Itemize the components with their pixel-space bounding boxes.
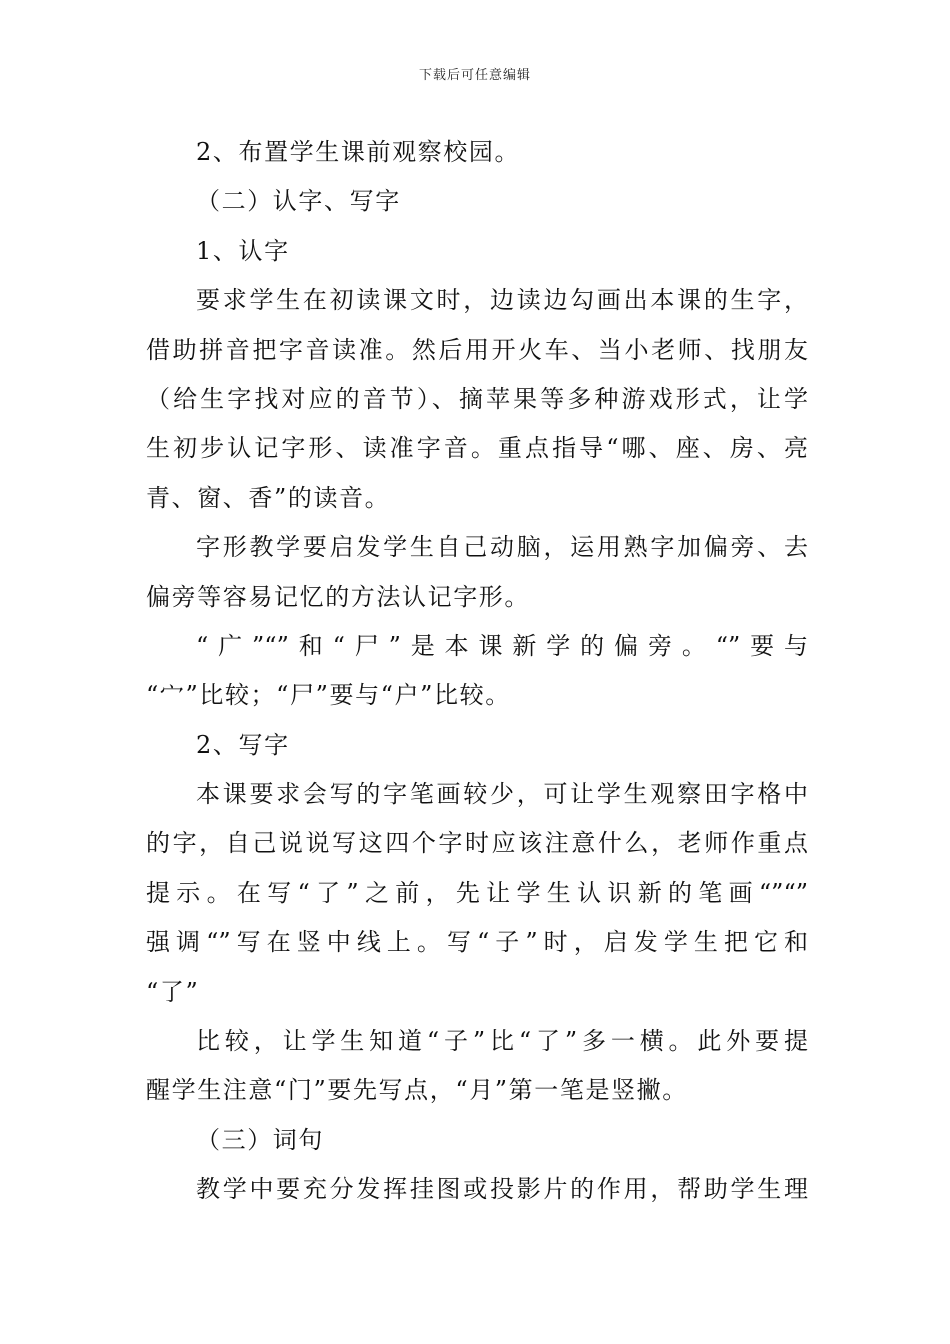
section-heading: （二）认字、写字 bbox=[196, 187, 401, 216]
paragraph-line: 教学中要充分发挥挂图或投影片的作用，帮助学生理 bbox=[196, 1175, 808, 1204]
paragraph-line: 2、布置学生课前观察校园。 bbox=[196, 138, 521, 166]
paragraph-line: 偏旁等容易记忆的方法认记字形。 bbox=[146, 582, 530, 611]
paragraph-line: 借助拼音把字音读准。然后用开火车、当小老师、找朋友 bbox=[146, 335, 808, 364]
paragraph-line: 本课要求会写的字笔画较少，可让学生观察田字格中 bbox=[196, 780, 808, 809]
paragraph-line: 要求学生在初读课文时，边读边勾画出本课的生字， bbox=[196, 286, 808, 315]
subsection-heading: 2、写字 bbox=[196, 730, 290, 759]
paragraph-line: 字形教学要启发学生自己动脑，运用熟字加偏旁、去 bbox=[196, 533, 808, 562]
paragraph-line: “广”“”和“尸”是本课新学的偏旁。“”要与 bbox=[196, 631, 808, 660]
paragraph-line: 比较，让学生知道“子”比“了”多一横。此外要提 bbox=[196, 1027, 808, 1056]
paragraph-line: “了” bbox=[146, 977, 200, 1006]
paragraph-line: 醒学生注意“门”要先写点，“月”第一笔是竖撇。 bbox=[146, 1076, 688, 1105]
paragraph-line: 生初步认记字形、读准字音。重点指导“哪、座、房、亮 bbox=[146, 434, 808, 463]
paragraph-line: “宀”比较；“尸”要与“户”比较。 bbox=[146, 681, 511, 710]
section-heading: （三）词句 bbox=[196, 1125, 324, 1154]
paragraph-line: 提示。在写“了”之前，先让学生认识新的笔画“”“” bbox=[146, 878, 808, 907]
subsection-heading: 1、认字 bbox=[196, 236, 290, 265]
page-header: 下载后可任意编辑 bbox=[418, 68, 531, 83]
document-body bbox=[146, 128, 808, 1215]
paragraph-line: 的字，自己说说写这四个字时应该注意什么，老师作重点 bbox=[146, 829, 808, 858]
paragraph-line: （给生字找对应的音节）、摘苹果等多种游戏形式，让学 bbox=[146, 384, 808, 413]
paragraph-line: 强调“”写在竖中线上。写“子”时，启发学生把它和 bbox=[146, 928, 808, 957]
paragraph-line: 青、窗、香”的读音。 bbox=[146, 483, 391, 512]
